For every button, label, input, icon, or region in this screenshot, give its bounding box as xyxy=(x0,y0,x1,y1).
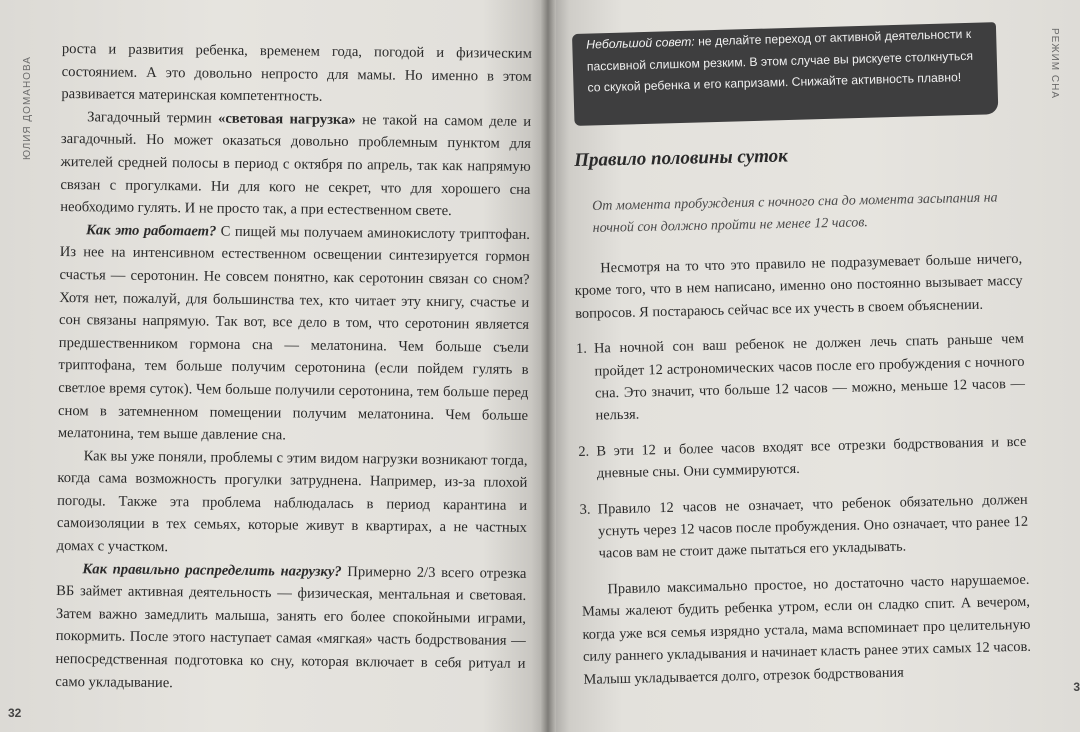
left-page-body xyxy=(55,38,532,698)
paragraph-text: С пищей мы получаем аминокислоту триптофан. Из нее на интенсивном естественном освещении синтезируется гормон счастья — серотонин. Не совсем понятно, как серотонин связан со сном? Хотя нет, пожалуй, для большинства тех, кто читает эту книгу, счастье и сон связаны напрямую. Так вот, все дело в том, что серотонин является предшественником гормона сна — мелатонина. Чем больше съели триптофана, тем больше получим серотонина (если пойдем гулять в светлое время суток). Чем больше получили серотонина, тем больше перед сном в затемненном помещении получим мелатонина. Чем больше мелатонина, тем выше давление сна. xyxy=(57,223,531,444)
list-number: 1. xyxy=(575,340,588,358)
list-text: На ночной сон ваш ребенок не должен лечь спать раньше чем пройдет 12 астрономических часов после его пробуждения с ночного сна. Это значит, что больше 12 часов — можно, меньше 12 часов — нельзя. xyxy=(593,331,1026,424)
list-item xyxy=(576,328,1026,428)
section-heading: Правило половины суток xyxy=(574,145,789,171)
list-text: Правило 12 часов не означает, что ребенок обязательно должен уснуть через 12 часов после пробуждения. Оно означает, что ранее 12 часов вам не стоит даже пытаться его укладывать. xyxy=(597,491,1029,562)
paragraph xyxy=(60,106,531,224)
right-page xyxy=(548,0,1080,732)
list-number: 2. xyxy=(578,443,590,460)
tip-label: Небольшой совет: xyxy=(586,34,695,52)
paragraph-text: не такой на самом деле и загадочный. Но может оказаться довольно проблемным пунктом для жителей средней полосы в период с октября по апрель, так как напрямую связан с прогулками. Ни для кого не секрет, что для хорошего сна необходимо гулять. И не просто так, а при естественном свете. xyxy=(60,111,532,220)
left-page-number: 32 xyxy=(8,706,22,720)
paragraph xyxy=(55,558,526,698)
list-item xyxy=(579,488,1028,565)
paragraph: роста и развития ребенка, временем года, погодой и физическим состоянием. А это довольно непросто для мамы. Но именно в этом развивается материнская компетентность. xyxy=(61,40,532,105)
list-item xyxy=(578,431,1027,486)
right-page-body xyxy=(574,248,1032,691)
term-highlight: «световая нагрузка» xyxy=(217,110,356,128)
paragraph-text: Примерно 2/3 всего отрезка ВБ займет активная деятельность — физическая, ментальная и световая. Затем важно замедлить малыша, занять его более спокойными играми, покормить. После этого наступает самая «мягкая» часть бодрствования — непосредственная подготовка ко сну, которая включает в себя ритуал и само укладывание. xyxy=(55,563,527,691)
list-number: 3. xyxy=(579,501,591,518)
tip-box xyxy=(572,22,998,126)
paragraph: Правило максимально простое, но достаточно часто нарушаемое. Мамы жалеют будить ребенка утром, если он сладко спит. А вечером, когда уже вся семья изрядно устала, мама вспоминает про целительную силу раннего укладывания и начинает класть ранее этих самых 12 часов. Малыш укладывается долго, отрезок бодрствования xyxy=(581,571,1032,688)
tip-text: не делайте переход от активной деятельности к пассивной слишком резким. В этом случае вы рискуете столкнуться со скукой ребенка и его капризами. Снижайте активность плавно! xyxy=(586,26,974,95)
right-running-head: РЕЖИМ СНА xyxy=(1049,28,1060,99)
numbered-list xyxy=(576,328,1029,566)
book-gutter xyxy=(540,0,556,732)
right-page-number: 3 xyxy=(1073,680,1080,694)
question-lead: Как это работает? xyxy=(85,222,217,240)
question-lead: Как правильно распределить нагрузку? xyxy=(82,560,342,580)
left-running-head: ЮЛИЯ ДОМАНОВА xyxy=(22,56,33,160)
paragraph: Как вы уже поняли, проблемы с этим видом нагрузки возникают тогда, когда сама возможность прогулки затруднена. Например, из-за плохой погоды. Также эта проблема наблюдалась в период карантина и самоизоляции в тех семьях, которые живут в квартирах, а не частных домах с участком. xyxy=(56,447,528,556)
paragraph: Несмотря на то что это правило не подразумевает больше ничего, кроме того, что в нем написано, именно оно постоянно вызывает массу вопросов. Я постараюсь сейчас все их учесть в своем объяснении. xyxy=(574,250,1023,322)
paragraph xyxy=(58,219,530,450)
list-text: В эти 12 и более часов входят все отрезки бодрствования и все дневные сны. Они суммируются. xyxy=(596,433,1027,482)
paragraph-text: Загадочный термин xyxy=(87,109,219,127)
rule-statement: От момента пробуждения с ночного сна до момента засыпания на ночной сон должно пройти не менее 12 часов. xyxy=(592,190,998,236)
